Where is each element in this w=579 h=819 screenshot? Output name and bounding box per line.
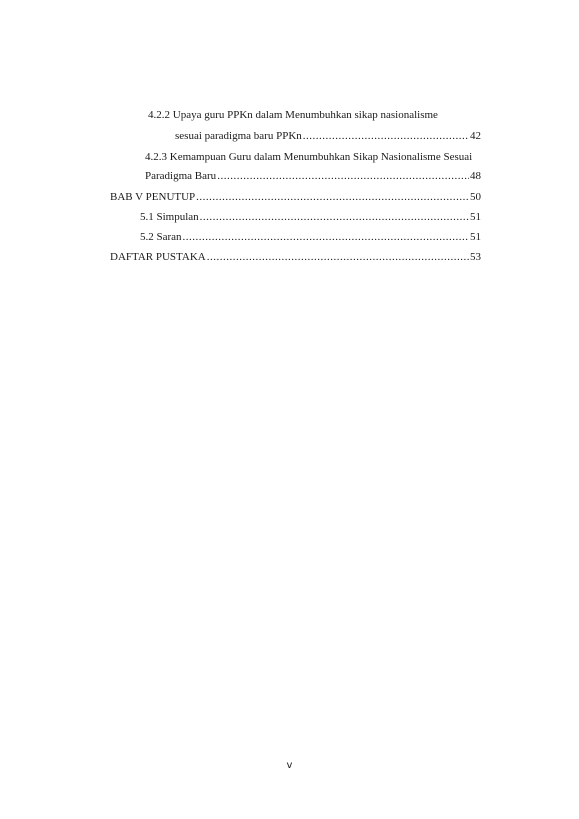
toc-page-number: 42 — [470, 130, 481, 142]
toc-entry-label: sesuai paradigma baru PPKn — [175, 130, 302, 142]
toc-entry-daftar-pustaka[interactable] — [110, 250, 481, 264]
toc-entry-bab-v[interactable] — [110, 190, 481, 204]
toc-entry-4-2-3[interactable] — [145, 169, 481, 183]
dot-leader — [303, 129, 469, 143]
toc-page-number: 51 — [470, 211, 481, 223]
toc-entry-label: Paradigma Baru — [145, 170, 217, 182]
dot-leader — [207, 250, 469, 264]
dot-leader — [200, 210, 469, 224]
page-number: v — [286, 760, 293, 771]
toc-entry-label: BAB V PENUTUP — [110, 191, 196, 203]
toc-entry-4-2-2[interactable] — [175, 129, 481, 143]
toc-entry-5-2[interactable] — [140, 230, 481, 244]
toc-entry-label: DAFTAR PUSTAKA — [110, 251, 206, 263]
toc-entry-4-2-2-title: 4.2.2 Upaya guru PPKn dalam Menumbuhkan sikap nasionalisme — [148, 109, 438, 121]
toc-page-number: 51 — [470, 231, 481, 243]
toc-entry-4-2-3-title: 4.2.3 Kemampuan Guru dalam Menumbuhkan Sikap Nasionalisme Sesuai — [145, 151, 473, 163]
toc-entry-5-1[interactable] — [140, 210, 481, 224]
dot-leader — [183, 230, 469, 244]
toc-page-number: 48 — [470, 170, 481, 182]
toc-page-number: 53 — [470, 251, 481, 263]
dot-leader — [217, 169, 469, 183]
toc-entry-label: 5.2 Saran — [140, 231, 182, 243]
dot-leader — [196, 190, 469, 204]
toc-entry-label: 5.1 Simpulan — [140, 211, 199, 223]
toc-page-number: 50 — [470, 191, 481, 203]
